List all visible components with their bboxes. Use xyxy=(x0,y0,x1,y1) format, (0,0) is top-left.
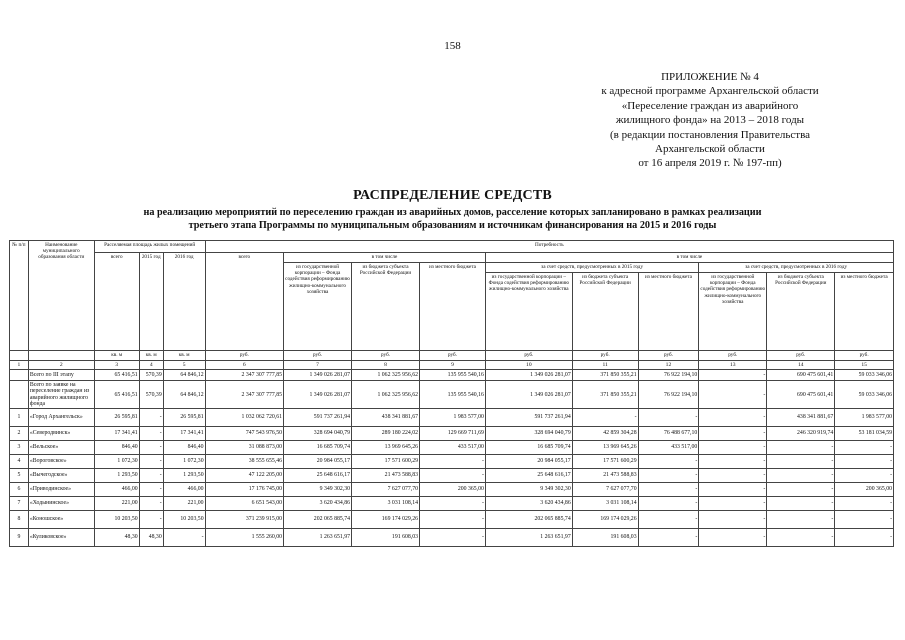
unit-cell: кв. м xyxy=(94,351,139,361)
value-cell: 2 347 307 777,85 xyxy=(205,370,283,381)
value-cell: 1 062 325 956,62 xyxy=(352,381,420,409)
value-cell: 1 555 260,00 xyxy=(205,529,283,547)
row-number: 6 xyxy=(10,483,29,497)
unit-cell: руб. xyxy=(485,351,572,361)
value-cell: 7 627 077,70 xyxy=(572,483,638,497)
header-cell: из бюджета субъекта Российской Федерации xyxy=(352,263,420,351)
value-cell: - xyxy=(767,497,835,511)
header-cell: из государственной корпорации – Фонда содействия реформированию жилищно-коммунального хозяйства xyxy=(699,273,767,351)
value-cell: 466,00 xyxy=(163,483,205,497)
value-cell: 42 859 304,28 xyxy=(572,427,638,441)
col-number: 6 xyxy=(205,361,283,370)
value-cell: 1 293,50 xyxy=(163,469,205,483)
municipality-name: «Город Архангельск» xyxy=(28,409,94,427)
value-cell: 76 922 194,10 xyxy=(638,370,699,381)
unit-cell: руб. xyxy=(767,351,835,361)
value-cell: 371 850 355,21 xyxy=(572,370,638,381)
value-cell: - xyxy=(420,455,486,469)
value-cell: 25 648 616,17 xyxy=(485,469,572,483)
value-cell: 690 475 601,41 xyxy=(767,370,835,381)
value-cell: 200 365,00 xyxy=(420,483,486,497)
value-cell: 191 608,03 xyxy=(572,529,638,547)
row-number: 9 xyxy=(10,529,29,547)
value-cell: 129 669 711,69 xyxy=(420,427,486,441)
header-cell: из бюджета субъекта Российской Федерации xyxy=(572,273,638,351)
value-cell: 26 595,81 xyxy=(163,409,205,427)
col-number: 14 xyxy=(767,361,835,370)
value-cell: - xyxy=(767,455,835,469)
table-row xyxy=(10,381,894,409)
value-cell: - xyxy=(699,427,767,441)
value-cell: - xyxy=(139,427,163,441)
value-cell: - xyxy=(699,409,767,427)
value-cell: 59 033 346,06 xyxy=(835,370,894,381)
document-subtitle xyxy=(10,206,895,232)
appendix-line: жилищного фонда» на 2013 – 2018 годы xyxy=(615,114,805,127)
header-cell: из государственной корпорации – Фонда содействия реформированию жилищно-коммунального хозяйства xyxy=(284,263,352,351)
value-cell: 433 517,00 xyxy=(420,441,486,455)
value-cell: 76 922 194,10 xyxy=(638,381,699,409)
table-row xyxy=(10,483,894,497)
row-number xyxy=(10,370,29,381)
value-cell: 47 122 205,00 xyxy=(205,469,283,483)
table-row xyxy=(10,441,894,455)
value-cell: - xyxy=(139,409,163,427)
value-cell: 1 062 325 956,62 xyxy=(352,370,420,381)
table-row xyxy=(10,469,894,483)
value-cell: - xyxy=(835,441,894,455)
row-number: 3 xyxy=(10,441,29,455)
header-cell: 2015 год xyxy=(139,253,163,351)
value-cell: 17 571 600,29 xyxy=(352,455,420,469)
header-cell: в том числе xyxy=(485,253,893,263)
value-cell: - xyxy=(835,497,894,511)
value-cell: 438 341 881,67 xyxy=(767,409,835,427)
value-cell: 1 349 026 281,07 xyxy=(284,381,352,409)
value-cell: 328 694 040,79 xyxy=(485,427,572,441)
row-number: 2 xyxy=(10,427,29,441)
municipality-name: «Вельское» xyxy=(28,441,94,455)
value-cell: - xyxy=(139,511,163,529)
table-row xyxy=(10,511,894,529)
subtitle-line: третьего этапа Программы по муниципальным образованиям и источникам финансирования на 2015 и 2016 годы xyxy=(188,220,717,231)
header-cell: за счет средств, предусмотренных в 2016 году xyxy=(699,263,894,273)
value-cell: 1 263 651,97 xyxy=(485,529,572,547)
value-cell: 438 341 881,67 xyxy=(352,409,420,427)
value-cell: 26 595,81 xyxy=(94,409,139,427)
value-cell: 65 416,51 xyxy=(94,381,139,409)
value-cell: 1 072,30 xyxy=(94,455,139,469)
municipality-name: «Вычегодское» xyxy=(28,469,94,483)
header-cell: всего xyxy=(205,253,283,351)
value-cell: 9 349 302,30 xyxy=(284,483,352,497)
value-cell: 591 737 261,94 xyxy=(284,409,352,427)
value-cell: 13 969 645,26 xyxy=(572,441,638,455)
value-cell: 16 685 709,74 xyxy=(284,441,352,455)
value-cell: 1 983 577,00 xyxy=(420,409,486,427)
value-cell: - xyxy=(139,483,163,497)
document-title: РАСПРЕДЕЛЕНИЕ СРЕДСТВ xyxy=(353,188,552,203)
municipality-name: «Приводинское» xyxy=(28,483,94,497)
value-cell: 1 349 026 281,07 xyxy=(485,370,572,381)
col-number: 1 xyxy=(10,361,29,370)
table-row xyxy=(10,497,894,511)
funding-table xyxy=(9,240,894,547)
value-cell: 16 685 709,74 xyxy=(485,441,572,455)
appendix-line: ПРИЛОЖЕНИЕ № 4 xyxy=(661,71,759,83)
value-cell: 3 031 108,14 xyxy=(352,497,420,511)
appendix-line: «Переселение граждан из аварийного xyxy=(621,99,799,112)
value-cell: - xyxy=(699,381,767,409)
municipality-name: «Вороговское» xyxy=(28,455,94,469)
value-cell: 31 088 873,00 xyxy=(205,441,283,455)
value-cell: 371 850 355,21 xyxy=(572,381,638,409)
value-cell: 591 737 261,94 xyxy=(485,409,572,427)
unit-cell: руб. xyxy=(699,351,767,361)
municipality-name: «Коношское» xyxy=(28,511,94,529)
value-cell: 2 347 307 777,85 xyxy=(205,381,283,409)
unit-cell: руб. xyxy=(835,351,894,361)
value-cell: - xyxy=(163,529,205,547)
value-cell: 21 473 588,83 xyxy=(572,469,638,483)
value-cell: 64 846,12 xyxy=(163,370,205,381)
value-cell: 1 032 062 720,61 xyxy=(205,409,283,427)
col-number: 3 xyxy=(94,361,139,370)
value-cell: 7 627 077,70 xyxy=(352,483,420,497)
value-cell: - xyxy=(638,511,699,529)
unit-cell: руб. xyxy=(284,351,352,361)
col-number: 8 xyxy=(352,361,420,370)
value-cell: 846,40 xyxy=(163,441,205,455)
value-cell: 135 955 540,16 xyxy=(420,370,486,381)
value-cell: 289 180 224,02 xyxy=(352,427,420,441)
value-cell: 53 181 034,59 xyxy=(835,427,894,441)
value-cell: 65 416,51 xyxy=(94,370,139,381)
header-cell: из местного бюджета xyxy=(835,273,894,351)
header-cell: из бюджета субъекта Российской Федерации xyxy=(767,273,835,351)
col-number: 4 xyxy=(139,361,163,370)
row-number: 5 xyxy=(10,469,29,483)
value-cell: 246 320 919,74 xyxy=(767,427,835,441)
value-cell: - xyxy=(699,497,767,511)
col-number: 15 xyxy=(835,361,894,370)
value-cell: 200 365,00 xyxy=(835,483,894,497)
value-cell: 1 263 651,97 xyxy=(284,529,352,547)
value-cell: 1 983 577,00 xyxy=(835,409,894,427)
col-number: 12 xyxy=(638,361,699,370)
value-cell: 169 174 029,26 xyxy=(352,511,420,529)
header-cell: всего xyxy=(94,253,139,351)
value-cell: 25 648 616,17 xyxy=(284,469,352,483)
value-cell: - xyxy=(420,497,486,511)
table-row xyxy=(10,370,894,381)
value-cell: 466,00 xyxy=(94,483,139,497)
table-row xyxy=(10,529,894,547)
appendix-line: Архангельской области xyxy=(655,143,765,156)
header-cell: Потребность xyxy=(205,241,893,253)
table-row xyxy=(10,427,894,441)
header-cell: из местного бюджета xyxy=(420,263,486,351)
value-cell: 38 555 655,46 xyxy=(205,455,283,469)
value-cell: 135 955 540,16 xyxy=(420,381,486,409)
row-number: 8 xyxy=(10,511,29,529)
value-cell: 59 033 346,06 xyxy=(835,381,894,409)
col-number: 13 xyxy=(699,361,767,370)
header-cell: из местного бюджета xyxy=(638,273,699,351)
header-cell: 2016 год xyxy=(163,253,205,351)
value-cell: - xyxy=(699,455,767,469)
col-number: 7 xyxy=(284,361,352,370)
value-cell: 747 543 976,50 xyxy=(205,427,283,441)
value-cell: - xyxy=(139,455,163,469)
value-cell: - xyxy=(420,469,486,483)
header-cell: в том числе xyxy=(284,253,486,263)
value-cell: - xyxy=(420,529,486,547)
unit-cell: руб. xyxy=(572,351,638,361)
value-cell: 17 571 600,29 xyxy=(572,455,638,469)
value-cell: 221,00 xyxy=(163,497,205,511)
col-number: 2 xyxy=(28,361,94,370)
unit-cell: руб. xyxy=(638,351,699,361)
value-cell: 1 349 026 281,07 xyxy=(485,381,572,409)
value-cell: - xyxy=(767,529,835,547)
value-cell: 1 349 026 281,07 xyxy=(284,370,352,381)
value-cell: - xyxy=(699,483,767,497)
value-cell: 48,30 xyxy=(139,529,163,547)
value-cell: - xyxy=(767,483,835,497)
value-cell: 76 488 677,10 xyxy=(638,427,699,441)
value-cell: 3 031 108,14 xyxy=(572,497,638,511)
value-cell: - xyxy=(699,529,767,547)
value-cell: - xyxy=(699,469,767,483)
header-cell: Расселяемая площадь жилых помещений xyxy=(94,241,205,253)
value-cell: 221,00 xyxy=(94,497,139,511)
unit-cell: кв. м xyxy=(139,351,163,361)
municipality-name: «Куликовское» xyxy=(28,529,94,547)
value-cell: 328 694 040,79 xyxy=(284,427,352,441)
value-cell: 10 203,50 xyxy=(163,511,205,529)
value-cell: 202 065 885,74 xyxy=(284,511,352,529)
value-cell: 20 984 055,17 xyxy=(284,455,352,469)
header-cell: № п/п xyxy=(10,241,29,351)
value-cell: - xyxy=(638,497,699,511)
value-cell: 21 473 588,83 xyxy=(352,469,420,483)
appendix-line: от 16 апреля 2019 г. № 197-пп) xyxy=(638,157,782,170)
value-cell: 570,39 xyxy=(139,370,163,381)
row-number: 1 xyxy=(10,409,29,427)
header-cell: Наименование муниципального образования области xyxy=(28,241,94,351)
value-cell: 570,39 xyxy=(139,381,163,409)
value-cell: 1 072,30 xyxy=(163,455,205,469)
value-cell: - xyxy=(699,511,767,529)
value-cell: 17 341,41 xyxy=(94,427,139,441)
municipality-name: «Северодвинск» xyxy=(28,427,94,441)
value-cell: 191 608,03 xyxy=(352,529,420,547)
value-cell: 9 349 302,30 xyxy=(485,483,572,497)
municipality-name: Всего по III этапу xyxy=(28,370,94,381)
value-cell: - xyxy=(139,441,163,455)
municipality-name: Всего по заявке на переселение граждан из аварийного жилищного фонда xyxy=(28,381,94,409)
value-cell: 13 969 645,26 xyxy=(352,441,420,455)
unit-cell: руб. xyxy=(420,351,486,361)
value-cell: - xyxy=(835,455,894,469)
appendix-header xyxy=(560,70,860,171)
value-cell: - xyxy=(638,409,699,427)
value-cell: 6 651 543,00 xyxy=(205,497,283,511)
value-cell: - xyxy=(572,409,638,427)
value-cell: 846,40 xyxy=(94,441,139,455)
value-cell: 371 239 915,00 xyxy=(205,511,283,529)
row-number: 4 xyxy=(10,455,29,469)
header-cell: из государственной корпорации – Фонда содействия реформированию жилищно-коммунального хозяйства xyxy=(485,273,572,351)
municipality-name: «Ходынинское» xyxy=(28,497,94,511)
value-cell: 20 984 055,17 xyxy=(485,455,572,469)
data-rows xyxy=(10,370,894,547)
header-cell: за счет средств, предусмотренных в 2015 году xyxy=(485,263,698,273)
value-cell: - xyxy=(420,511,486,529)
value-cell: 1 293,50 xyxy=(94,469,139,483)
value-cell: 64 846,12 xyxy=(163,381,205,409)
table-row xyxy=(10,455,894,469)
appendix-line: (в редакции постановления Правительства xyxy=(609,128,811,141)
value-cell: 17 176 745,00 xyxy=(205,483,283,497)
col-number: 5 xyxy=(163,361,205,370)
table-row xyxy=(10,409,894,427)
value-cell: 3 620 434,86 xyxy=(284,497,352,511)
value-cell: 202 065 885,74 xyxy=(485,511,572,529)
unit-cell: руб. xyxy=(352,351,420,361)
page-number: 158 xyxy=(444,40,461,52)
value-cell: 169 174 029,26 xyxy=(572,511,638,529)
value-cell: - xyxy=(767,511,835,529)
value-cell: - xyxy=(638,529,699,547)
value-cell: 690 475 601,41 xyxy=(767,381,835,409)
value-cell: 48,30 xyxy=(94,529,139,547)
value-cell: - xyxy=(767,469,835,483)
value-cell: - xyxy=(638,469,699,483)
value-cell: - xyxy=(835,511,894,529)
value-cell: 10 203,50 xyxy=(94,511,139,529)
col-number: 10 xyxy=(485,361,572,370)
value-cell: - xyxy=(835,529,894,547)
value-cell: 433 517,00 xyxy=(638,441,699,455)
col-number: 11 xyxy=(572,361,638,370)
value-cell: - xyxy=(835,469,894,483)
value-cell: - xyxy=(767,441,835,455)
row-number: 7 xyxy=(10,497,29,511)
col-number: 9 xyxy=(420,361,486,370)
value-cell: - xyxy=(638,455,699,469)
value-cell: 17 341,41 xyxy=(163,427,205,441)
value-cell: - xyxy=(638,483,699,497)
unit-cell: руб. xyxy=(205,351,283,361)
value-cell: - xyxy=(699,370,767,381)
value-cell: - xyxy=(139,469,163,483)
value-cell: - xyxy=(699,441,767,455)
subtitle-line: на реализацию мероприятий по переселению граждан из аварийных домов, расселение которых запланировано в рамках реализации xyxy=(143,207,762,218)
row-number xyxy=(10,381,29,409)
unit-cell: кв. м xyxy=(163,351,205,361)
value-cell: - xyxy=(139,497,163,511)
value-cell: 3 620 434,86 xyxy=(485,497,572,511)
appendix-line: к адресной программе Архангельской области xyxy=(601,85,819,98)
